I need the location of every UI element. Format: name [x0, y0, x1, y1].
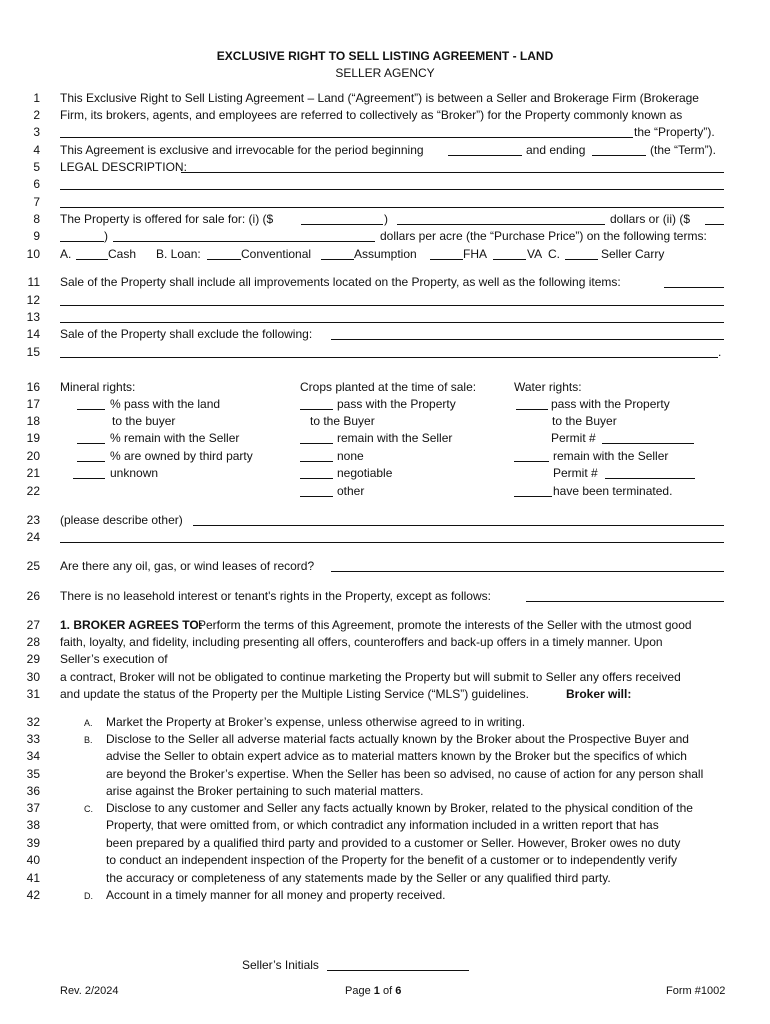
crops-heading: Crops planted at the time of sale:	[300, 380, 477, 394]
term-begin-field[interactable]	[448, 155, 522, 156]
broker-line-29: Seller’s execution of	[60, 652, 168, 666]
leasehold-field[interactable]	[526, 601, 724, 602]
price-amount-field[interactable]	[301, 224, 383, 225]
intro-line-1: This Exclusive Right to Sell Listing Agreement – Land (“Agreement”) is between a Seller and Brokerage Firm (Brokerage	[60, 91, 699, 105]
property-label: the “Property”).	[634, 125, 715, 139]
line-number: 36	[26, 784, 40, 798]
crops-other-text: other	[337, 484, 365, 498]
line-number: 26	[26, 589, 40, 603]
item-c-line-1: Disclose to any customer and Seller any facts actually known by Broker, related to the physical condition of the	[106, 801, 693, 815]
seller-initials-field[interactable]	[327, 970, 469, 971]
legal-description-field-3[interactable]	[60, 207, 724, 208]
page-prefix: Page	[345, 985, 371, 997]
mineral-remain-text: % remain with the Seller	[110, 431, 240, 445]
water-terminated-text: have been terminated.	[553, 484, 673, 498]
describe-other-field[interactable]	[193, 525, 724, 526]
terms-conventional: Conventional	[241, 247, 312, 261]
mineral-pass-text: % pass with the land	[110, 397, 221, 411]
line-number: 39	[26, 836, 40, 850]
item-c-line-4: to conduct an independent inspection of the Property for the benefit of a customer or to independently verify	[106, 853, 678, 867]
item-a-text: Market the Property at Broker’s expense, unless otherwise agreed to in writing.	[106, 715, 526, 729]
crops-none-text: none	[337, 449, 364, 463]
term-text: This Agreement is exclusive and irrevocable for the period beginning	[60, 143, 424, 157]
item-c-line-3: been prepared by a qualified third party and provided to a customer or Seller. However, Broker owes no duty	[106, 836, 681, 850]
legal-description-field-2[interactable]	[60, 189, 724, 190]
broker-agrees-heading: 1. BROKER AGREES TO:	[60, 618, 203, 632]
line-number: 29	[26, 652, 40, 666]
water-rights-heading: Water rights:	[514, 380, 582, 394]
price-dollars-or: dollars or (ii) ($	[610, 212, 691, 226]
item-b-label: B.	[84, 735, 93, 745]
line-number: 14	[26, 327, 40, 341]
broker-line-27: Perform the terms of this Agreement, promote the interests of the Seller with the utmost good	[198, 618, 692, 632]
item-a-label: A.	[84, 718, 93, 728]
line-number: 24	[26, 530, 40, 544]
va-field[interactable]	[493, 259, 526, 260]
line-number: 3	[33, 125, 40, 139]
mineral-third-party-field[interactable]	[77, 461, 105, 462]
describe-other-field-2[interactable]	[60, 542, 724, 543]
line-number: 21	[26, 466, 40, 480]
revision-label: Rev. 2/2024	[60, 985, 119, 997]
crops-remain-field[interactable]	[300, 443, 333, 444]
line-number: 13	[26, 310, 40, 324]
legal-description-label: LEGAL DESCRIPTION:	[60, 160, 187, 174]
item-c-label: C.	[84, 804, 93, 814]
intro-line-2: Firm, its brokers, agents, and employees are referred to collectively as “Broker”) for the Property commonly known as	[60, 108, 683, 122]
item-b-line-2: advise the Seller to obtain expert advice as to material matters known by the Broker but the specifics of which	[106, 749, 687, 763]
line-number: 16	[26, 380, 40, 394]
broker-will-label: Broker will:	[566, 687, 632, 701]
property-address-field[interactable]	[60, 137, 633, 138]
water-permit-label: Permit #	[551, 431, 596, 445]
seller-carry-field[interactable]	[565, 259, 598, 260]
seller-initials-label: Seller’s Initials	[242, 958, 319, 972]
item-b-line-1: Disclose to the Seller all adverse material facts actually known by the Broker about the Prospective Buyer and	[106, 732, 689, 746]
water-permit-label-2: Permit #	[553, 466, 598, 480]
item-b-line-3: are beyond the Broker’s expertise. When the Seller has been so advised, no cause of action for any person shall	[106, 767, 704, 781]
line-number: 8	[33, 212, 40, 226]
item-c-line-5: the accuracy or completeness of any statements made by the Seller or any qualified third party.	[106, 871, 611, 885]
included-items-text: Sale of the Property shall include all improvements located on the Property, as well as the following items:	[60, 275, 621, 289]
terms-seller-carry: Seller Carry	[601, 247, 665, 261]
conventional-field[interactable]	[207, 259, 241, 260]
water-permit-field-2[interactable]	[605, 478, 695, 479]
line-number: 17	[26, 397, 40, 411]
included-items-field-3[interactable]	[60, 322, 724, 323]
terms-assumption: Assumption	[354, 247, 417, 261]
line-number: 2	[33, 108, 40, 122]
line-number: 9	[33, 229, 40, 243]
water-to-buyer: to the Buyer	[552, 414, 617, 428]
line-number: 32	[26, 715, 40, 729]
line-number: 19	[26, 431, 40, 445]
price-text: The Property is offered for sale for: (i) ($	[60, 212, 274, 226]
mineral-unknown-text: unknown	[110, 466, 159, 480]
crops-other-field[interactable]	[300, 496, 333, 497]
page-indicator	[345, 984, 401, 998]
crops-pass-text: pass with the Property	[337, 397, 456, 411]
water-remain-field[interactable]	[514, 461, 549, 462]
line-number: 27	[26, 618, 40, 632]
line-number: 38	[26, 818, 40, 832]
line-number: 23	[26, 513, 40, 527]
water-terminated-field[interactable]	[514, 496, 552, 497]
line-number: 12	[26, 293, 40, 307]
mineral-rights-heading: Mineral rights:	[60, 380, 136, 394]
line-number: 7	[33, 195, 40, 209]
price-per-acre-amount-field-2[interactable]	[60, 241, 104, 242]
mineral-unknown-field[interactable]	[73, 478, 105, 479]
terms-a-label: A.	[60, 247, 72, 261]
crops-negotiable-field[interactable]	[300, 478, 333, 479]
price-per-acre-amount-field[interactable]	[705, 224, 724, 225]
oil-gas-wind-question: Are there any oil, gas, or wind leases of record?	[60, 559, 315, 573]
line-number: 42	[26, 888, 40, 902]
price-per-acre-words-field[interactable]	[113, 241, 375, 242]
line-number: 4	[33, 143, 40, 157]
crops-none-field[interactable]	[300, 461, 333, 462]
legal-description-field[interactable]	[181, 172, 724, 173]
mineral-to-buyer: to the buyer	[112, 414, 176, 428]
terms-va: VA	[527, 247, 543, 261]
line-number: 41	[26, 871, 40, 885]
leasehold-text: There is no leasehold interest or tenant's rights in the Property, except as follows:	[60, 589, 491, 603]
line-number: 18	[26, 414, 40, 428]
broker-line-31: and update the status of the Property per the Multiple Listing Service (“MLS”) guidelines.	[60, 687, 529, 701]
page-of: of	[382, 985, 393, 997]
describe-other-label: (please describe other)	[60, 513, 183, 527]
terms-fha: FHA	[463, 247, 487, 261]
excluded-items-period: .	[718, 345, 722, 359]
cash-field[interactable]	[76, 259, 108, 260]
assumption-field[interactable]	[321, 259, 354, 260]
oil-gas-wind-field[interactable]	[331, 571, 724, 572]
crops-pass-field[interactable]	[300, 409, 333, 410]
line-number: 20	[26, 449, 40, 463]
term-end-field[interactable]	[592, 155, 646, 156]
line-number: 22	[26, 484, 40, 498]
line-number: 30	[26, 670, 40, 684]
price-paren: )	[384, 212, 388, 226]
line-number: 40	[26, 853, 40, 867]
page-total: 6	[395, 985, 402, 997]
price-per-acre-paren: )	[104, 229, 108, 243]
line-number: 34	[26, 749, 40, 763]
mineral-third-party-text: % are owned by third party	[110, 449, 253, 463]
document-title: EXCLUSIVE RIGHT TO SELL LISTING AGREEMENT - LAND	[216, 49, 554, 63]
item-c-line-2: Property, that were omitted from, or which contradict any information included in a written report that has	[106, 818, 659, 832]
term-label: (the “Term”).	[650, 143, 716, 157]
line-number: 25	[26, 559, 40, 573]
crops-negotiable-text: negotiable	[337, 466, 393, 480]
water-permit-field[interactable]	[602, 443, 694, 444]
excluded-items-field[interactable]	[331, 339, 724, 340]
line-number: 11	[27, 275, 40, 289]
included-items-field-2[interactable]	[60, 305, 724, 306]
water-pass-text: pass with the Property	[551, 397, 670, 411]
water-pass-field[interactable]	[516, 409, 548, 410]
line-number: 6	[33, 177, 40, 191]
line-number: 33	[26, 732, 40, 746]
price-per-acre-text: dollars per acre (the “Purchase Price”) on the following terms:	[380, 229, 707, 243]
fha-field[interactable]	[430, 259, 463, 260]
terms-c-label: C.	[548, 247, 560, 261]
water-remain-text: remain with the Seller	[553, 449, 669, 463]
terms-loan: B. Loan:	[156, 247, 201, 261]
price-words-field[interactable]	[397, 224, 605, 225]
included-items-field[interactable]	[664, 287, 724, 288]
broker-line-30: a contract, Broker will not be obligated to continue marketing the Property but will submit to Seller any offers received	[60, 670, 681, 684]
document-subtitle: SELLER AGENCY	[335, 66, 435, 80]
line-number: 10	[26, 247, 40, 261]
item-d-label: D.	[84, 891, 93, 901]
line-number: 37	[26, 801, 40, 815]
mineral-remain-field[interactable]	[77, 443, 105, 444]
line-number: 1	[33, 91, 40, 105]
line-number: 15	[26, 345, 40, 359]
line-number: 35	[26, 767, 40, 781]
excluded-items-text: Sale of the Property shall exclude the following:	[60, 327, 313, 341]
excluded-items-field-2[interactable]	[60, 357, 718, 358]
item-d-text: Account in a timely manner for all money and property received.	[106, 888, 446, 902]
line-number: 28	[26, 635, 40, 649]
form-number: Form #1002	[666, 985, 726, 997]
page-number: 1	[373, 985, 380, 997]
terms-cash: Cash	[108, 247, 137, 261]
mineral-pass-field[interactable]	[77, 409, 105, 410]
line-number: 5	[33, 160, 40, 174]
broker-line-28: faith, loyalty, and fidelity, including presenting all offers, counteroffers and back-up offers in a timely manner. Upon	[60, 635, 663, 649]
crops-remain-text: remain with the Seller	[337, 431, 453, 445]
term-and-ending: and ending	[526, 143, 586, 157]
item-b-line-4: arise against the Broker pertaining to such material matters.	[106, 784, 424, 798]
crops-to-buyer: to the Buyer	[310, 414, 375, 428]
line-number: 31	[26, 687, 40, 701]
